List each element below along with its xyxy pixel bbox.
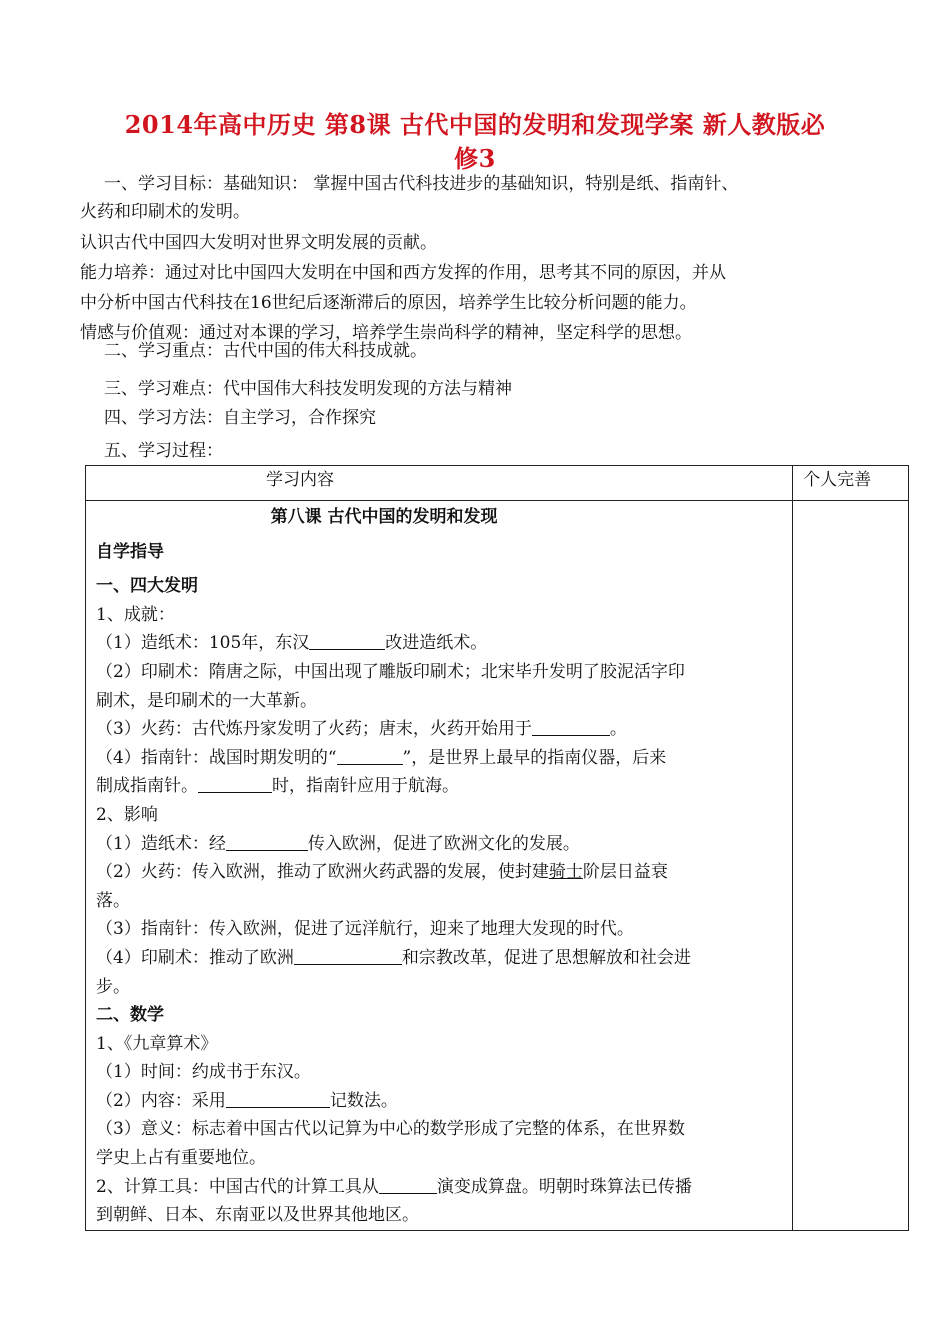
gunpowder-line bbox=[96, 715, 782, 744]
math-content-text-b: 记数法。 bbox=[329, 1090, 398, 1111]
compass-text-d: 时，指南针应用于航海。 bbox=[272, 776, 459, 797]
inf-print-blank[interactable] bbox=[294, 946, 402, 965]
emotion-line: 情感与价值观：通过对本课的学习，培养学生崇尚科学的精神，坚定科学的思想。 bbox=[80, 323, 692, 343]
math-significance-line-2: 学史上占有重要地位。 bbox=[96, 1148, 266, 1169]
goal-line-1: 一、学习目标：基础知识： 掌握中国古代科技进步的基础知识，特别是纸、指南针、 bbox=[104, 174, 739, 194]
inf-gun-text-c: 阶层日益衰 bbox=[582, 862, 668, 883]
compass-line-1 bbox=[96, 744, 782, 773]
gunpowder-blank[interactable] bbox=[532, 717, 610, 736]
table-header-row bbox=[86, 466, 909, 501]
influence-print-line-2: 步。 bbox=[96, 976, 130, 997]
method-point: 四、学习方法：自主学习，合作探究 bbox=[104, 408, 376, 428]
goal-line-2: 火药和印刷术的发明。 bbox=[80, 202, 250, 222]
title-line-1: 2014年高中历史 第8课 古代中国的发明和发现学案 新人教版必 bbox=[124, 110, 826, 139]
content-cell bbox=[86, 501, 793, 1231]
inf-print-text-b: 和宗教改革，促进了思想解放和社会进 bbox=[401, 947, 691, 968]
header-content: 学习内容 bbox=[86, 466, 793, 501]
math-content-text-a: （2）内容：采用 bbox=[96, 1090, 226, 1111]
tool-line-2: 到朝鲜、日本、东南亚以及世界其他地区。 bbox=[96, 1205, 419, 1226]
inf-paper-text-a: （1）造纸术：经 bbox=[96, 833, 226, 854]
document-title bbox=[90, 108, 860, 176]
math-significance-line-1: （3）意义：标志着中国古代以记算为中心的数学形成了完整的体系，在世界数 bbox=[96, 1119, 685, 1140]
section-1-item-1: 1、成就： bbox=[96, 604, 175, 625]
compass-text-c: 制成指南针。 bbox=[96, 776, 198, 797]
paper-line bbox=[96, 629, 782, 658]
ability-line-1: 能力培养：通过对比中国四大发明在中国和西方发挥的作用，思考其不同的原因，并从 bbox=[80, 263, 726, 283]
compass-text-a: （4）指南针：战国时期发明的“ bbox=[96, 747, 337, 768]
inf-paper-blank[interactable] bbox=[226, 832, 308, 851]
influence-gunpowder-line-2: 落。 bbox=[96, 890, 130, 911]
compass-blank-1[interactable] bbox=[337, 746, 403, 765]
influence-print-line-1 bbox=[96, 944, 782, 973]
influence-compass-line: （3）指南针：传入欧洲，促进了远洋航行，迎来了地理大发现的时代。 bbox=[96, 919, 634, 940]
tool-line-1 bbox=[96, 1173, 782, 1202]
section-2-item-1: 1、《九章算术》 bbox=[96, 1033, 218, 1054]
intro-lines bbox=[80, 228, 870, 348]
math-content-line bbox=[96, 1087, 782, 1116]
intro-section bbox=[80, 170, 864, 226]
table-body-row bbox=[86, 501, 909, 1231]
key-point: 二、学习重点：古代中国的伟大科技成就。 bbox=[104, 341, 427, 361]
section-1-title: 一、四大发明 bbox=[96, 576, 198, 597]
tool-blank[interactable] bbox=[379, 1175, 437, 1194]
compass-blank-2[interactable] bbox=[198, 774, 272, 793]
tool-text-a: 2、计算工具：中国古代的计算工具从 bbox=[96, 1176, 379, 1197]
inf-print-text-a: （4）印刷术：推动了欧洲 bbox=[96, 947, 294, 968]
inf-gun-underlined: 骑士 bbox=[548, 862, 583, 883]
inf-paper-text-b: 传入欧洲，促进了欧洲文化的发展。 bbox=[307, 833, 580, 854]
gunpowder-text-b: 。 bbox=[609, 719, 627, 740]
gunpowder-text-a: （3）火药：古代炼丹家发明了火药；唐末，火药开始用于 bbox=[96, 719, 532, 740]
inf-gun-text-a: （2）火药：传入欧洲，推动了欧洲火药武器的发展，使封建 bbox=[96, 862, 549, 883]
print-line-2: 刷术，是印刷术的一大革新。 bbox=[96, 690, 317, 711]
guide-heading: 自学指导 bbox=[96, 541, 164, 562]
math-time-line: （1）时间：约成书于东汉。 bbox=[96, 1062, 311, 1083]
influence-gunpowder-line-1 bbox=[96, 858, 782, 887]
side-cell[interactable] bbox=[793, 501, 909, 1231]
section-2-title: 二、数学 bbox=[96, 1005, 164, 1026]
difficulty-point: 三、学习难点：代中国伟大科技发明发现的方法与精神 bbox=[104, 379, 512, 399]
header-side: 个人完善 bbox=[793, 466, 909, 501]
section-1-item-2: 2、影响 bbox=[96, 804, 158, 825]
goal-line-3: 认识古代中国四大发明对世界文明发展的贡献。 bbox=[80, 233, 437, 253]
title-line-2: 修3 bbox=[454, 144, 496, 173]
intro-steps bbox=[104, 336, 864, 466]
process-point: 五、学习过程： bbox=[104, 441, 223, 461]
paper-text-b: 改进造纸术。 bbox=[385, 633, 488, 654]
paper-blank[interactable] bbox=[309, 631, 385, 650]
influence-paper-line bbox=[96, 830, 782, 859]
paper-text-a: （1）造纸术：105年，东汉 bbox=[96, 633, 310, 654]
tool-text-b: 演变成算盘。明朝时珠算法已传播 bbox=[436, 1176, 692, 1197]
compass-text-b: ”，是世界上最早的指南仪器，后来 bbox=[402, 747, 667, 768]
compass-line-2 bbox=[96, 772, 782, 801]
lesson-title: 第八课 古代中国的发明和发现 bbox=[270, 507, 498, 527]
study-table bbox=[85, 465, 909, 1231]
math-content-blank[interactable] bbox=[226, 1089, 330, 1108]
ability-line-2: 中分析中国古代科技在16世纪后逐渐滞后的原因，培养学生比较分析问题的能力。 bbox=[80, 293, 697, 313]
print-line-1: （2）印刷术：隋唐之际，中国出现了雕版印刷术；北宋毕升发明了胶泥活字印 bbox=[96, 661, 685, 682]
